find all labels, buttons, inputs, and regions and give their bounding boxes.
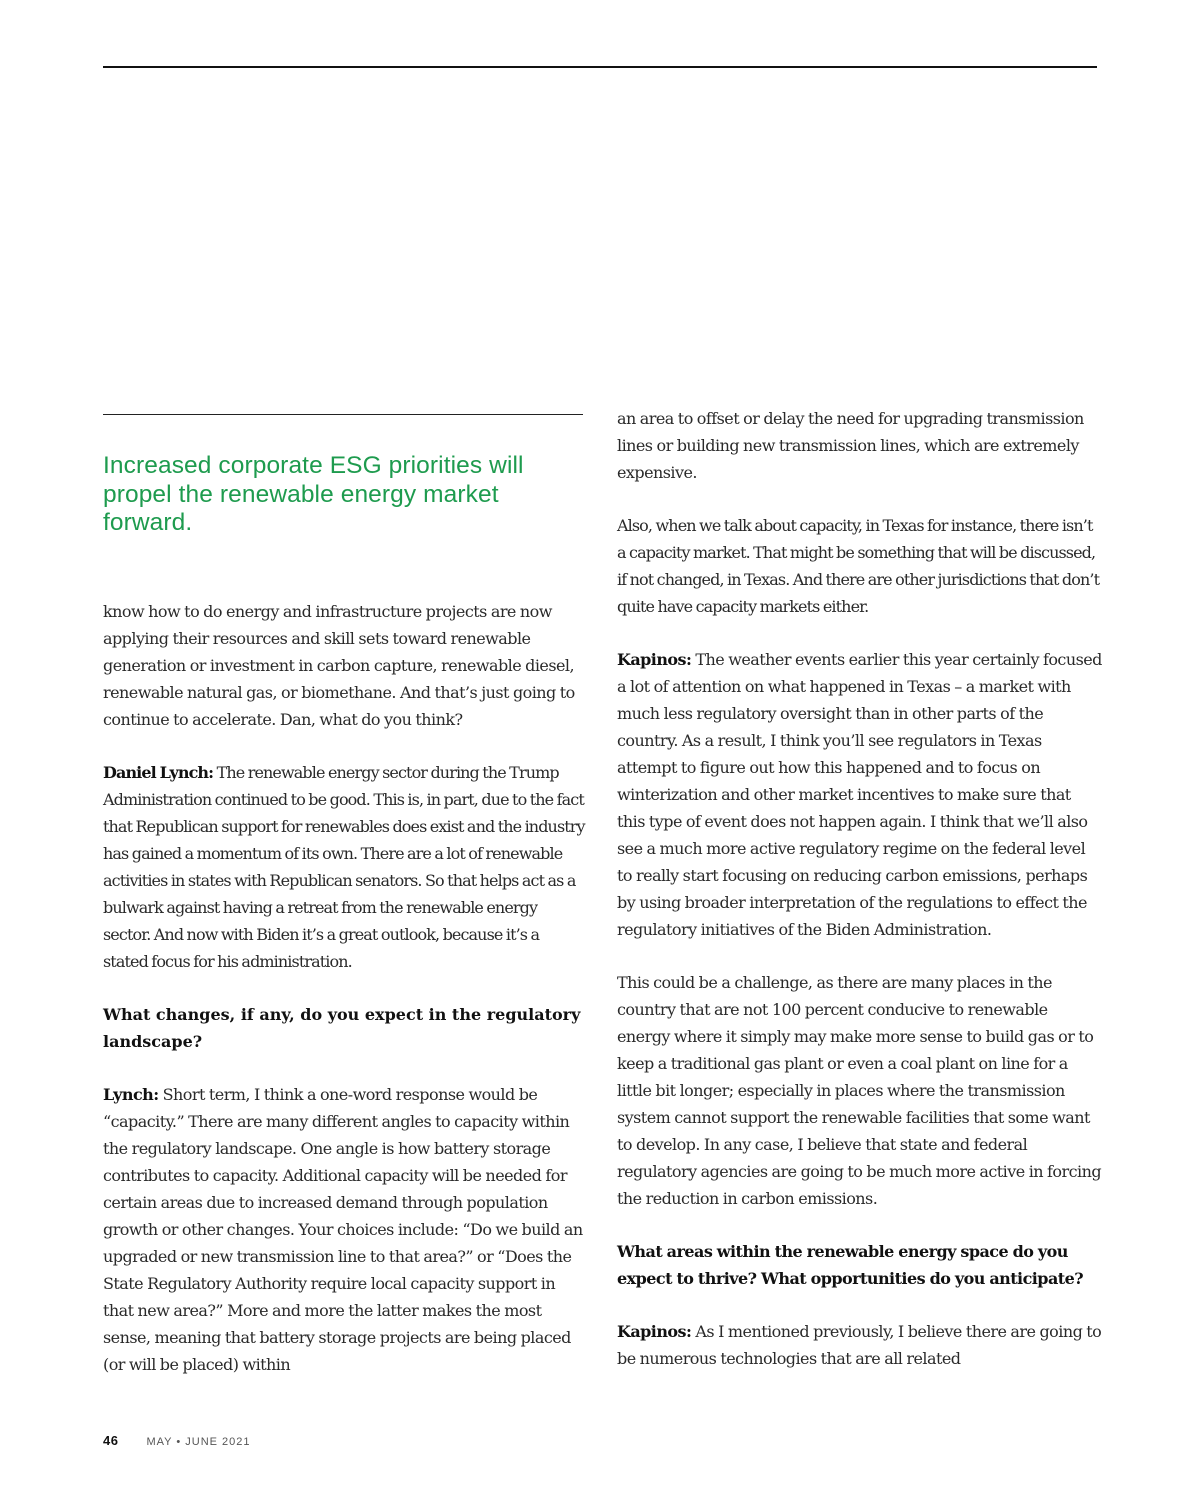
paragraph: know how to do energy and infrastructure projects are now applying their resources and skill sets toward renewable generation or investment in carbon capture, renewable diesel, renewable natural gas, or biomethane. And that’s just going to continue to accelerate. Dan, what do you think?	[103, 602, 575, 729]
paragraph: Also, when we talk about capacity, in Texas for instance, there isn’t a capacity market. That might be something that will be discussed, if not changed, in Texas. And there are other jurisdictions that don’t quite have capacity markets either.	[617, 516, 1100, 616]
speaker-name: Lynch:	[103, 1085, 159, 1104]
top-rule	[103, 66, 1097, 68]
speaker-name: Kapinos:	[617, 1322, 692, 1341]
paragraph-text: The weather events earlier this year certainly focused a lot of attention on what happened in Texas – a market with much less regulatory oversight than in other parts of the country. As a result, I think you’ll see regulators in Texas attempt to figure out how this happened and to focus on winterization and other market incentives to make sure that this type of event does not happen again. I think that we’ll also see a much more active regulatory regime on the federal level to really start focusing on reducing carbon emissions, perhaps by using broader interpretation of the regulations to effect the regulatory initiatives of the Biden Administration.	[617, 650, 1102, 939]
paragraph	[103, 759, 587, 975]
paragraph	[617, 646, 1102, 943]
paragraph-text: The renewable energy sector during the Trump Administration continued to be good. This is, in part, due to the fact that Republican support for renewables does exist and the industry has gained a momentum of its own. There are a lot of renewable activities in states with Republican senators. So that helps act as a bulwark against having a retreat from the renewable energy sector. And now with Biden it’s a great outlook, because it’s a stated focus for his administration.	[103, 763, 585, 971]
paragraph-text: As I mentioned previously, I believe there are going to be numerous technologies that are all related	[617, 1322, 1102, 1368]
pull-quote-rule	[103, 414, 583, 415]
paragraph-text: Short term, I think a one-word response would be “capacity.” There are many different angles to capacity within the regulatory landscape. One angle is how battery storage contributes to capacity. Additional capacity will be needed for certain areas due to increased demand through population growth or other changes. Your choices include: “Do we build an upgraded or new transmission line to that area?” or “Does the State Regulatory Authority require local capacity support in that new area?” More and more the latter makes the most sense, meaning that battery storage projects are being placed (or will be placed) within	[103, 1085, 583, 1374]
left-column	[103, 598, 587, 1404]
paragraph: an area to offset or delay the need for upgrading transmission lines or building new transmission lines, which are extremely expensive.	[617, 409, 1084, 482]
paragraph	[617, 1318, 1102, 1372]
speaker-name: Kapinos:	[617, 650, 692, 669]
issue-date: MAY • JUNE 2021	[146, 1436, 251, 1448]
page-number: 46	[103, 1433, 119, 1448]
right-column	[617, 405, 1102, 1398]
pull-quote: Increased corporate ESG priorities will propel the renewable energy market forward.	[103, 452, 524, 536]
page-footer	[103, 1433, 251, 1448]
interview-question: What areas within the renewable energy space do you expect to thrive? What opportunities do you anticipate?	[617, 1242, 1084, 1288]
speaker-name: Daniel Lynch:	[103, 763, 214, 782]
interview-question: What changes, if any, do you expect in the regulatory landscape?	[103, 1005, 581, 1051]
paragraph: This could be a challenge, as there are many places in the country that are not 100 percent conducive to renewable energy where it simply may make more sense to build gas or to keep a traditional gas plant or even a coal plant on line for a little bit longer; especially in places where the transmission system cannot support the renewable facilities that some want to develop. In any case, I believe that state and federal regulatory agencies are going to be much more active in forcing the reduction in carbon emissions.	[617, 973, 1102, 1208]
paragraph	[103, 1081, 587, 1378]
